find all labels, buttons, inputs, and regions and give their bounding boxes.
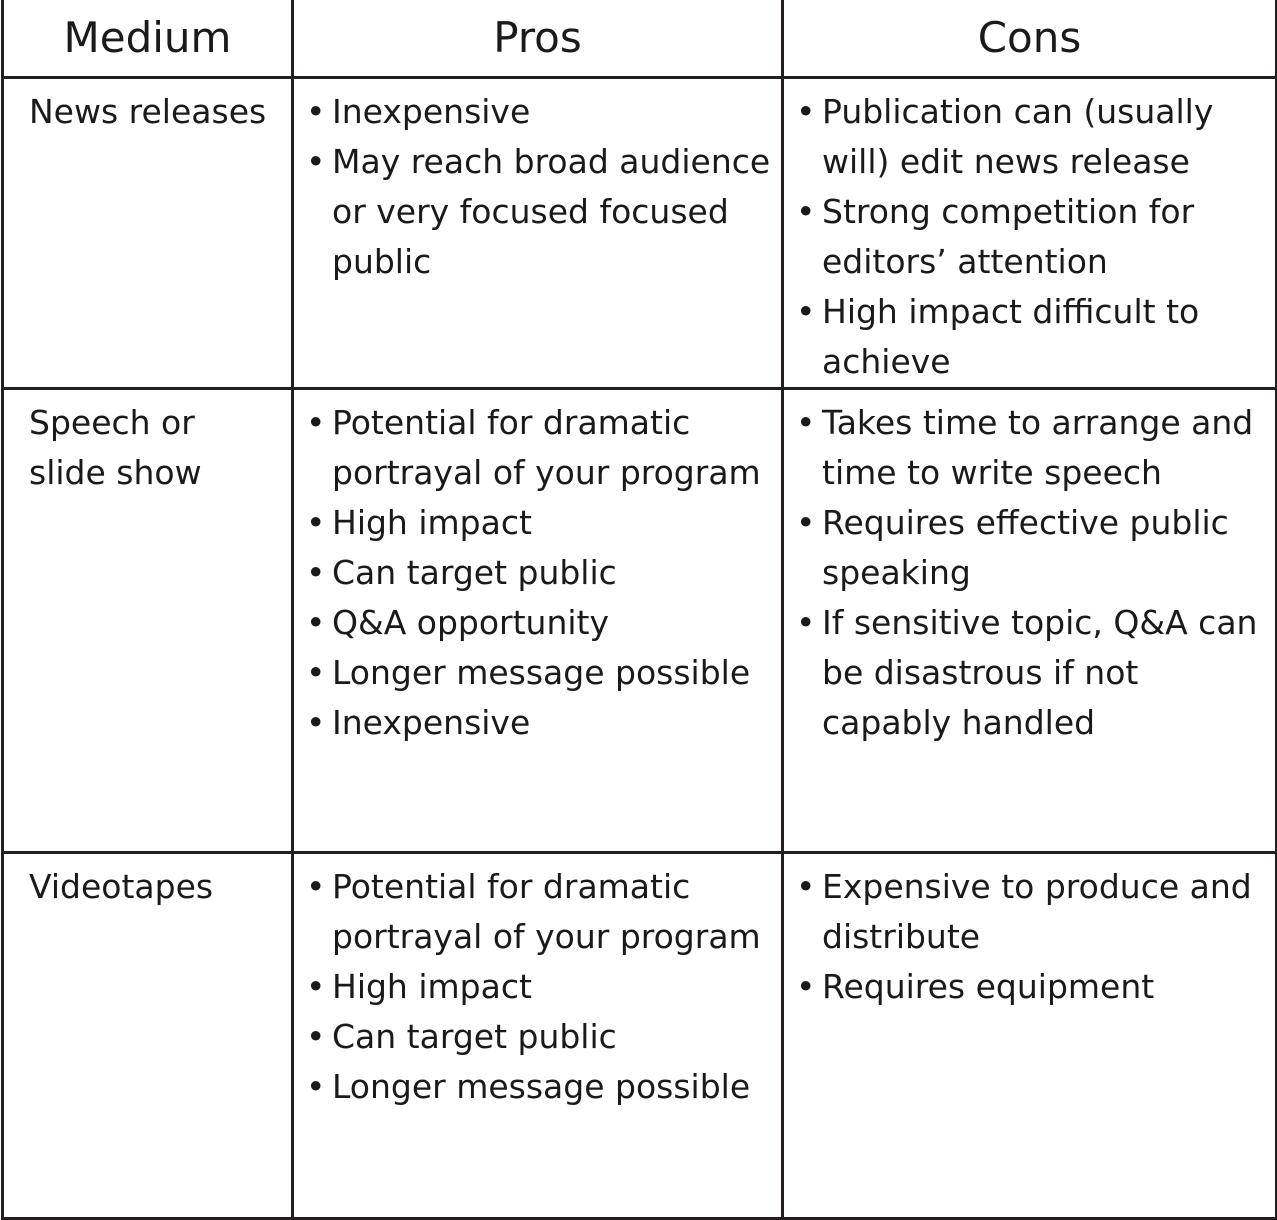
cons-list bbox=[796, 398, 1265, 748]
list-item: • Requires equipment bbox=[796, 962, 1265, 1012]
medium-cell: News releases bbox=[3, 78, 293, 389]
list-item: • Longer message possible bbox=[306, 1062, 771, 1112]
cons-cell bbox=[783, 389, 1277, 853]
list-item: • Inexpensive bbox=[306, 87, 771, 137]
list-item: • Takes time to arrange and time to write speech bbox=[796, 398, 1265, 498]
list-item: • High impact bbox=[306, 962, 771, 1012]
list-item: • Potential for dramatic portrayal of your program bbox=[306, 862, 771, 962]
comparison-table-wrapper bbox=[1, 0, 1275, 1216]
table-row-news-releases bbox=[3, 78, 1277, 389]
list-item: • Publication can (usually will) edit news release bbox=[796, 87, 1265, 187]
list-item: • May reach broad audience or very focused focused public bbox=[306, 137, 771, 287]
header-medium: Medium bbox=[3, 0, 293, 78]
list-item: • Potential for dramatic portrayal of your program bbox=[306, 398, 771, 498]
list-item: • Inexpensive bbox=[306, 698, 771, 748]
header-pros: Pros bbox=[293, 0, 783, 78]
table-row-videotapes bbox=[3, 853, 1277, 1219]
cons-list bbox=[796, 862, 1265, 1012]
pros-cell bbox=[293, 78, 783, 389]
pros-list bbox=[306, 862, 771, 1112]
list-item: • Strong competition for editors’ attention bbox=[796, 187, 1265, 287]
cons-cell bbox=[783, 78, 1277, 389]
list-item: • Expensive to produce and distribute bbox=[796, 862, 1265, 962]
list-item: • Q&A opportunity bbox=[306, 598, 771, 648]
header-row bbox=[3, 0, 1277, 78]
table-row-speech-slide-show bbox=[3, 389, 1277, 853]
list-item: • High impact bbox=[306, 498, 771, 548]
pros-cell bbox=[293, 389, 783, 853]
list-item: • High impact difficult to achieve bbox=[796, 287, 1265, 387]
pros-cell bbox=[293, 853, 783, 1219]
list-item: • Can target public bbox=[306, 548, 771, 598]
cons-list bbox=[796, 87, 1265, 387]
cons-cell bbox=[783, 853, 1277, 1219]
medium-cell: Speech or slide show bbox=[3, 389, 293, 853]
list-item: • Longer message possible bbox=[306, 648, 771, 698]
list-item: • Can target public bbox=[306, 1012, 771, 1062]
list-item: • Requires effective public speaking bbox=[796, 498, 1265, 598]
medium-cell: Videotapes bbox=[3, 853, 293, 1219]
header-cons: Cons bbox=[783, 0, 1277, 78]
pros-list bbox=[306, 87, 771, 287]
list-item: • If sensitive topic, Q&A can be disastrous if not capably handled bbox=[796, 598, 1265, 748]
pros-list bbox=[306, 398, 771, 748]
media-comparison-table bbox=[1, 0, 1277, 1220]
